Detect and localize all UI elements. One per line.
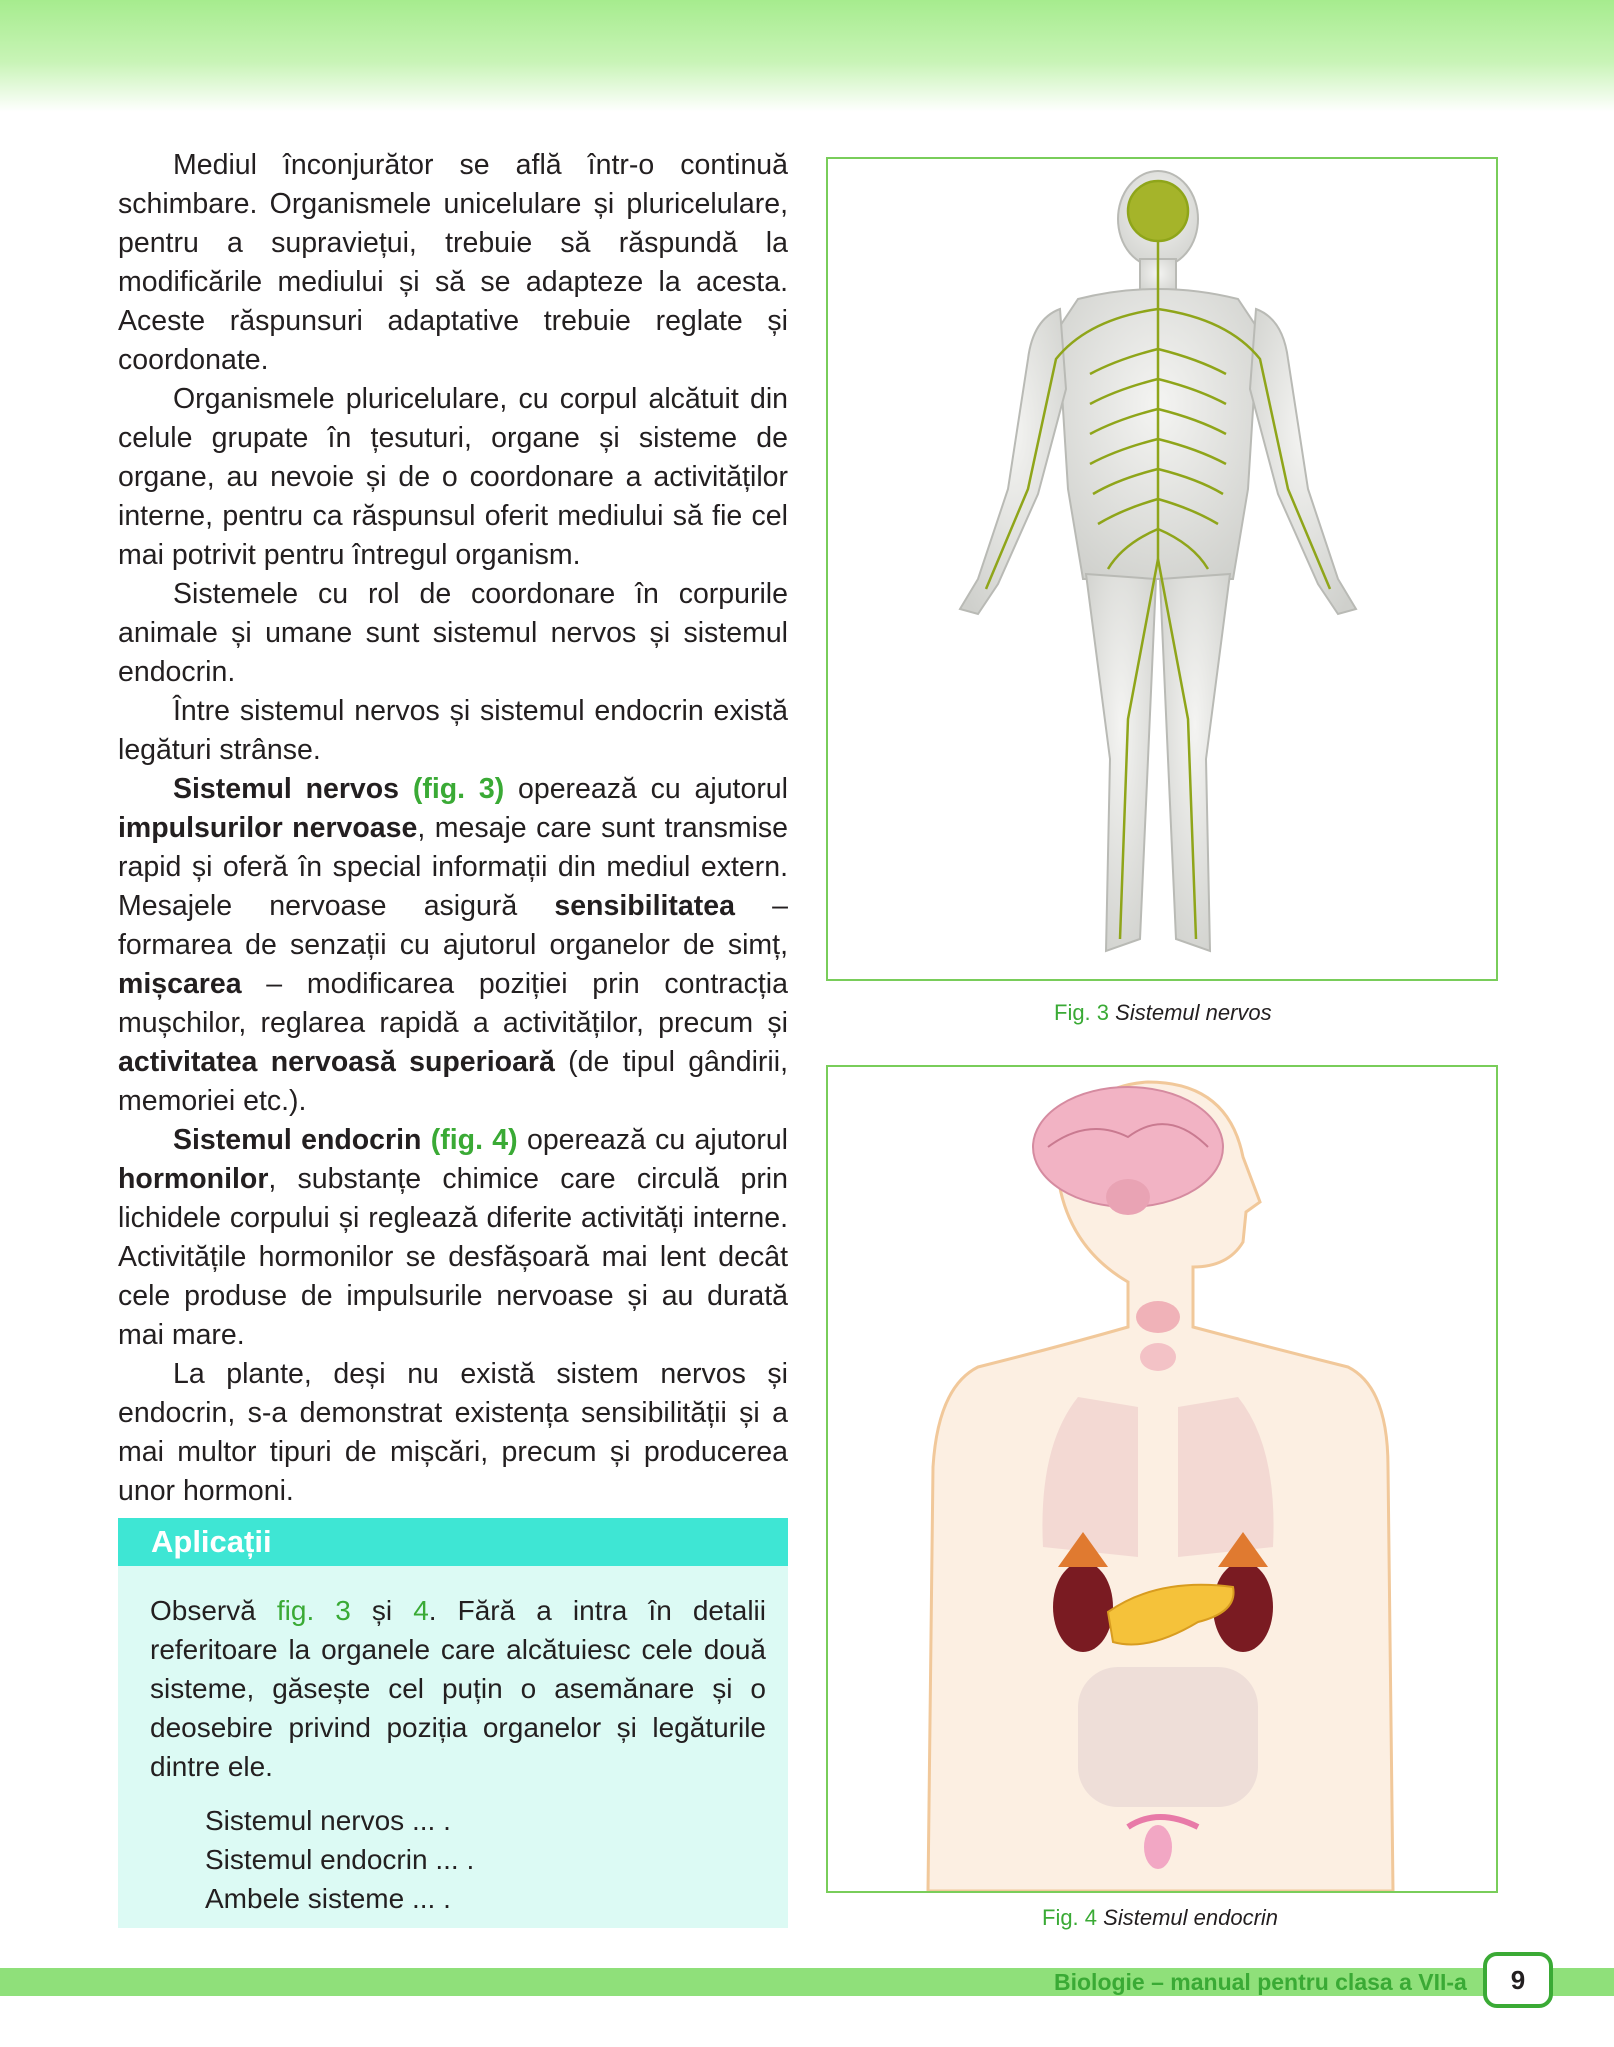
endocrine-system-illustration: [828, 1067, 1496, 1891]
paragraph-endocrine-system: [118, 1121, 788, 1355]
figure-3-title: Sistemul nervos: [1115, 1000, 1272, 1025]
text-run: , mesaje care sunt transmise rapid și oferă în special informații din mediul extern. Mesajele nervoase asigură: [118, 812, 789, 922]
figure-3-caption: [1054, 999, 1272, 1027]
aplicatii-box: [118, 1518, 788, 1928]
paragraph-1: Mediul înconjurător se află într-o continuă schimbare. Organismele unicelulare și pluricelulare, pentru a supraviețui, trebuie să răspundă la modificările mediului și să se adapteze la acesta. Aceste răspunsuri adaptative trebuie reglate și coordonate.: [118, 149, 788, 376]
figure-nervous-system: [826, 157, 1498, 981]
term-sistemul-endocrin: Sistemul endocrin: [173, 1124, 422, 1156]
text-run: operează cu ajutorul: [517, 1124, 788, 1156]
paragraph-2: Organismele pluricelulare, cu corpul alcătuit din celule grupate în țesuturi, organe și sisteme de organe, au nevoie și de o coordonare a activităților interne, pentru ca răspunsul oferit mediului să fie cel mai potrivit pentru întregul organism.: [118, 383, 788, 571]
text-run: – modificarea poziției prin contracția mușchilor, reglarea rapidă a activităților, precum și: [118, 968, 788, 1039]
fig4-reference: (fig. 4): [430, 1124, 518, 1156]
paragraph-3: Sistemele cu rol de coordonare în corpurile animale și umane sunt sistemul nervos și sistemul endocrin.: [118, 578, 788, 688]
text-run: și: [350, 1595, 414, 1626]
main-text-column: [118, 146, 788, 1511]
text-run: (de tipul gândirii, memoriei etc.).: [118, 1046, 788, 1117]
text-run: Observă: [150, 1595, 277, 1626]
fig3-ref-link: fig. 3: [276, 1595, 351, 1626]
figure-3-number: Fig. 3: [1054, 1000, 1110, 1025]
aplicatii-body: [118, 1566, 788, 1918]
aplicatii-title: Aplicații: [118, 1518, 788, 1566]
text-run: operează cu ajutorul: [504, 773, 788, 805]
aplicatii-list: [150, 1801, 766, 1918]
term-hormonilor: hormonilor: [118, 1163, 269, 1195]
list-item: Sistemul endocrin ... .: [205, 1844, 475, 1875]
paragraph-4: Între sistemul nervos și sistemul endocrin există legături strânse.: [118, 695, 788, 766]
footer-book-title: Biologie – manual pentru clasa a VII-a: [1054, 1969, 1467, 1995]
text-run: – formarea de senzații cu ajutorul organelor de simț,: [118, 890, 788, 961]
list-item: Sistemul nervos ... .: [205, 1805, 451, 1836]
figure-4-title: Sistemul endocrin: [1103, 1905, 1279, 1930]
nervous-system-illustration: [828, 159, 1496, 979]
text-run: . Fără a intra în detalii referitoare la organele care alcătuiesc cele două sisteme, găsește cel puțin o asemănare și o deosebire privind poziția organelor și legăturile dintre ele.: [150, 1595, 766, 1782]
term-sistemul-nervos: Sistemul nervos: [173, 773, 400, 805]
term-miscarea: mișcarea: [118, 968, 242, 1000]
paragraph-7: La plante, deși nu există sistem nervos și endocrin, s-a demonstrat existența sensibilității și a mai multor tipuri de mișcări, precum și producerea unor hormoni.: [118, 1358, 788, 1507]
fig4-ref-link: 4: [413, 1595, 429, 1626]
nerves: [986, 181, 1330, 939]
figure-endocrine-system: [826, 1065, 1498, 1893]
figure-4-caption: [1042, 1904, 1278, 1932]
aplicatii-task: [150, 1591, 766, 1786]
paragraph-nervous-system: [118, 770, 788, 1121]
term-impulsuri-nervoase: impulsurilor nervoase: [118, 812, 418, 844]
term-activitatea-nervoasa: activitatea nervoasă superioară: [118, 1046, 555, 1078]
fig3-reference: (fig. 3): [412, 773, 505, 805]
term-sensibilitatea: sensibilitatea: [554, 890, 735, 922]
top-decorative-band: [0, 0, 1614, 112]
list-item: Ambele sisteme ... .: [205, 1883, 451, 1914]
text-run: , substanțe chimice care circulă prin lichidele corpului și reglează diferite activități interne. Activitățile hormonilor se desfășoară mai lent decât cele produse de impulsurile nervoase și au durată mai mare.: [118, 1163, 788, 1351]
intestines: [1078, 1667, 1258, 1807]
page-number: 9: [1483, 1952, 1553, 2008]
figure-4-number: Fig. 4: [1042, 1905, 1098, 1930]
